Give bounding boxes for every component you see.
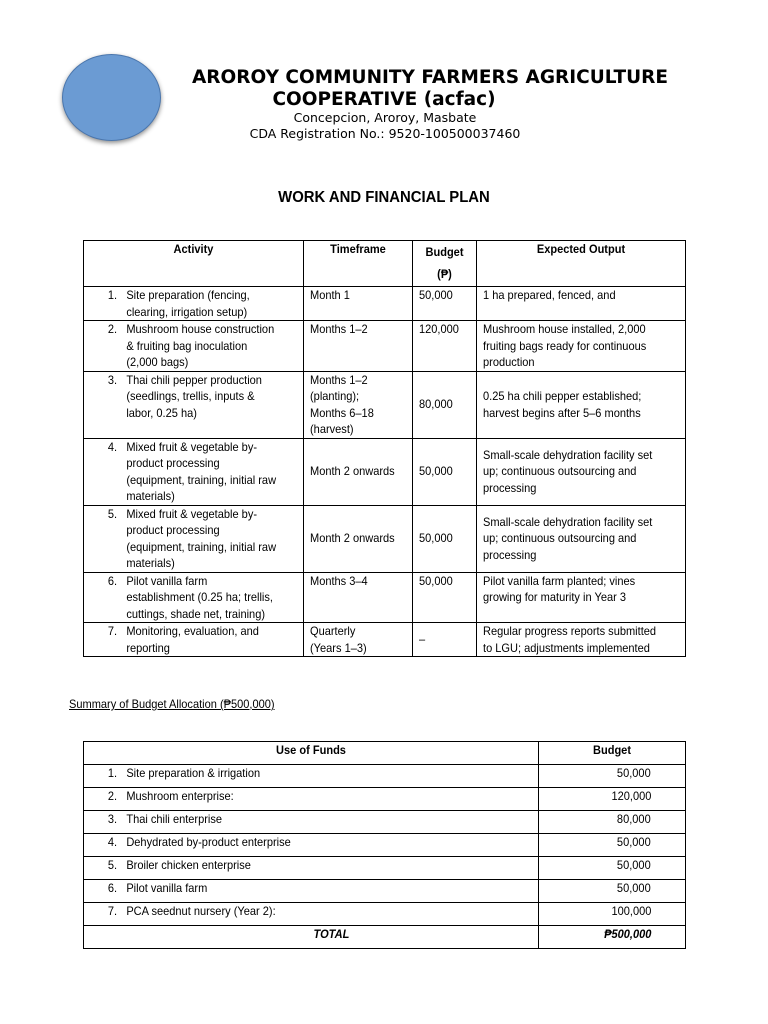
activity-text-line: (seedlings, trellis, inputs &: [126, 389, 255, 403]
cda-registration: CDA Registration No.: 9520-100500037460: [249, 126, 521, 141]
expected-output-text-line: up; continuous outsourcing and: [483, 464, 637, 479]
header-budget: Budget (₱): [413, 241, 477, 287]
timeframe-text-line: Months 3–4: [310, 573, 368, 588]
funds-item-number: 7.: [107, 904, 118, 918]
funds-item-number: 5.: [107, 858, 118, 872]
activity-cell: [84, 572, 304, 623]
activity-text-line: materials): [126, 556, 175, 570]
activity-number: 6.: [107, 573, 118, 588]
timeframe-cell: [304, 321, 413, 372]
work-plan-row: [84, 505, 686, 572]
activity-text-line: Thai chili pepper production: [126, 372, 262, 387]
funds-item-label: Dehydrated by-product enterprise: [126, 835, 291, 849]
org-address: Concepcion, Aroroy, Masbate: [293, 110, 477, 125]
funds-item-label: Site preparation & irrigation: [126, 766, 261, 780]
expected-output-text-line: harvest begins after 5–6 months: [483, 405, 641, 420]
budget-cell: [413, 572, 477, 623]
work-plan-row: [84, 287, 686, 321]
expected-output-text-line: 0.25 ha chili pepper established;: [483, 389, 642, 403]
funds-row: [84, 788, 686, 811]
funds-budget-cell: [539, 788, 686, 811]
budget-cell: [413, 623, 477, 657]
activity-text-line: (2,000 bags): [126, 355, 189, 369]
expected-output-text-line: Small-scale dehydration facility set: [483, 514, 653, 529]
expected-output-cell: [477, 438, 686, 505]
activity-text-line: Mixed fruit & vegetable by-: [126, 506, 258, 521]
activity-text-line: Pilot vanilla farm: [126, 573, 208, 588]
expected-output-text-line: processing: [483, 480, 537, 495]
expected-output-text-line: 1 ha prepared, fenced, and: [483, 288, 616, 302]
funds-budget-value: 80,000: [617, 812, 651, 826]
activity-number: 2.: [107, 322, 118, 336]
use-of-funds-cell: [84, 811, 539, 834]
funds-item-number: 1.: [107, 766, 118, 780]
use-of-funds-cell: [84, 788, 539, 811]
activity-text-line: clearing, irrigation setup): [126, 304, 248, 319]
activity-cell: [84, 287, 304, 321]
timeframe-cell: [304, 371, 413, 438]
header-activity: Activity: [84, 241, 304, 287]
work-plan-row: [84, 623, 686, 657]
work-plan-row: [84, 438, 686, 505]
funds-budget-value: 50,000: [617, 858, 651, 872]
funds-row: [84, 903, 686, 926]
activity-number: 7.: [107, 624, 118, 638]
budget-cell: [413, 505, 477, 572]
funds-budget-value: 100,000: [611, 904, 651, 918]
expected-output-text-line: Regular progress reports submitted: [483, 624, 657, 638]
funds-row: [84, 811, 686, 834]
funds-item-label: PCA seednut nursery (Year 2):: [126, 904, 276, 918]
activity-text-line: Monitoring, evaluation, and: [126, 624, 259, 638]
activity-text-line: Mushroom house construction: [126, 322, 275, 336]
budget-allocation-table: [83, 741, 686, 949]
expected-output-text-line: up; continuous outsourcing and: [483, 531, 637, 546]
funds-budget-cell: [539, 903, 686, 926]
use-of-funds-cell: [84, 903, 539, 926]
header-expected-output: Expected Output: [477, 241, 686, 287]
activity-text-line: materials): [126, 489, 175, 503]
activity-cell: [84, 623, 304, 657]
budget-cell: [413, 321, 477, 372]
activity-cell: [84, 505, 304, 572]
budget-cell: [413, 287, 477, 321]
funds-budget-cell: [539, 857, 686, 880]
expected-output-cell: [477, 623, 686, 657]
activity-text-line: cuttings, shade net, training): [126, 606, 266, 621]
timeframe-cell: [304, 623, 413, 657]
activity-text-line: labor, 0.25 ha): [126, 405, 197, 420]
work-plan-row: [84, 321, 686, 372]
work-plan-table: [83, 240, 686, 657]
expected-output-cell: [477, 572, 686, 623]
funds-item-label: Mushroom enterprise:: [126, 789, 234, 803]
timeframe-text-line: Months 6–18: [310, 405, 374, 420]
funds-item-number: 3.: [107, 812, 118, 826]
budget-summary-label: Summary of Budget Allocation (₱500,000): [69, 697, 275, 711]
header-timeframe: Timeframe: [304, 241, 413, 287]
activity-text-line: & fruiting bag inoculation: [126, 338, 248, 353]
use-of-funds-cell: [84, 765, 539, 788]
expected-output-text-line: Small-scale dehydration facility set: [483, 447, 653, 462]
budget-value: 50,000: [419, 573, 453, 588]
expected-output-text-line: Pilot vanilla farm planted; vines: [483, 573, 636, 588]
funds-header-row: [84, 742, 686, 765]
timeframe-text-line: Months 1–2: [310, 372, 368, 387]
work-plan-header-row: [84, 241, 686, 287]
activity-text-line: establishment (0.25 ha; trellis,: [126, 590, 273, 604]
timeframe-text-line: Months 1–2: [310, 322, 368, 336]
expected-output-text-line: production: [483, 355, 535, 369]
activity-cell: [84, 321, 304, 372]
budget-value: 120,000: [419, 322, 459, 336]
activity-text-line: (equipment, training, initial raw: [126, 472, 277, 487]
org-name-line2: COOPERATIVE (acfac): [272, 89, 496, 110]
funds-budget-value: 50,000: [617, 766, 651, 780]
activity-text-line: Mixed fruit & vegetable by-: [126, 439, 258, 454]
funds-item-number: 4.: [107, 835, 118, 849]
total-row: [84, 926, 686, 949]
budget-cell: [413, 371, 477, 438]
funds-item-label: Pilot vanilla farm: [126, 881, 208, 895]
org-name-line1: AROROY COMMUNITY FARMERS AGRICULTURE: [191, 67, 669, 88]
timeframe-text-line: Month 2 onwards: [310, 531, 395, 546]
expected-output-text-line: processing: [483, 547, 537, 562]
activity-text-line: (equipment, training, initial raw: [126, 539, 277, 554]
activity-text-line: reporting: [126, 640, 170, 655]
header-use-of-funds: Use of Funds: [84, 742, 539, 765]
funds-row: [84, 834, 686, 857]
expected-output-cell: [477, 321, 686, 372]
funds-item-number: 6.: [107, 881, 118, 895]
activity-number: 1.: [107, 288, 118, 302]
funds-item-label: Broiler chicken enterprise: [126, 858, 251, 872]
total-value: ₱500,000: [539, 926, 686, 949]
activity-number: 5.: [107, 506, 118, 521]
budget-value: 50,000: [419, 464, 453, 479]
timeframe-text-line: Month 1: [310, 288, 350, 302]
funds-budget-cell: [539, 834, 686, 857]
timeframe-cell: [304, 572, 413, 623]
org-name: [150, 67, 710, 111]
work-plan-row: [84, 371, 686, 438]
timeframe-cell: [304, 505, 413, 572]
funds-budget-cell: [539, 811, 686, 834]
use-of-funds-cell: [84, 834, 539, 857]
budget-value: –: [419, 632, 426, 647]
work-plan-row: [84, 572, 686, 623]
activity-cell: [84, 371, 304, 438]
funds-row: [84, 857, 686, 880]
funds-budget-cell: [539, 765, 686, 788]
timeframe-text-line: (Years 1–3): [310, 640, 367, 655]
budget-value: 50,000: [419, 288, 453, 302]
expected-output-cell: [477, 505, 686, 572]
use-of-funds-cell: [84, 880, 539, 903]
funds-row: [84, 765, 686, 788]
funds-budget-value: 50,000: [617, 881, 651, 895]
funds-row: [84, 880, 686, 903]
timeframe-text-line: (harvest): [310, 422, 354, 436]
budget-value: 50,000: [419, 531, 453, 546]
use-of-funds-cell: [84, 857, 539, 880]
header-funds-budget: Budget: [539, 742, 686, 765]
document-title: WORK AND FINANCIAL PLAN: [278, 189, 490, 206]
activity-number: 4.: [107, 439, 118, 454]
funds-budget-value: 120,000: [611, 789, 651, 803]
funds-budget-value: 50,000: [617, 835, 651, 849]
expected-output-text-line: fruiting bags ready for continuous: [483, 338, 647, 353]
activity-number: 3.: [107, 372, 118, 387]
timeframe-text-line: Quarterly: [310, 624, 356, 638]
timeframe-cell: [304, 287, 413, 321]
activity-text-line: product processing: [126, 523, 220, 537]
timeframe-cell: [304, 438, 413, 505]
timeframe-text-line: (planting);: [310, 389, 360, 403]
expected-output-text-line: growing for maturity in Year 3: [483, 590, 626, 604]
cooperative-logo: [62, 54, 161, 141]
expected-output-cell: [477, 371, 686, 438]
activity-cell: [84, 438, 304, 505]
activity-text-line: Site preparation (fencing,: [126, 288, 250, 302]
activity-text-line: product processing: [126, 456, 220, 470]
expected-output-text-line: Mushroom house installed, 2,000: [483, 322, 646, 336]
funds-item-label: Thai chili enterprise: [126, 812, 223, 826]
funds-item-number: 2.: [107, 789, 118, 803]
funds-budget-cell: [539, 880, 686, 903]
timeframe-text-line: Month 2 onwards: [310, 464, 395, 479]
expected-output-cell: [477, 287, 686, 321]
budget-cell: [413, 438, 477, 505]
expected-output-text-line: to LGU; adjustments implemented: [483, 640, 650, 655]
budget-value: 80,000: [419, 397, 453, 412]
total-label: TOTAL: [84, 926, 539, 949]
